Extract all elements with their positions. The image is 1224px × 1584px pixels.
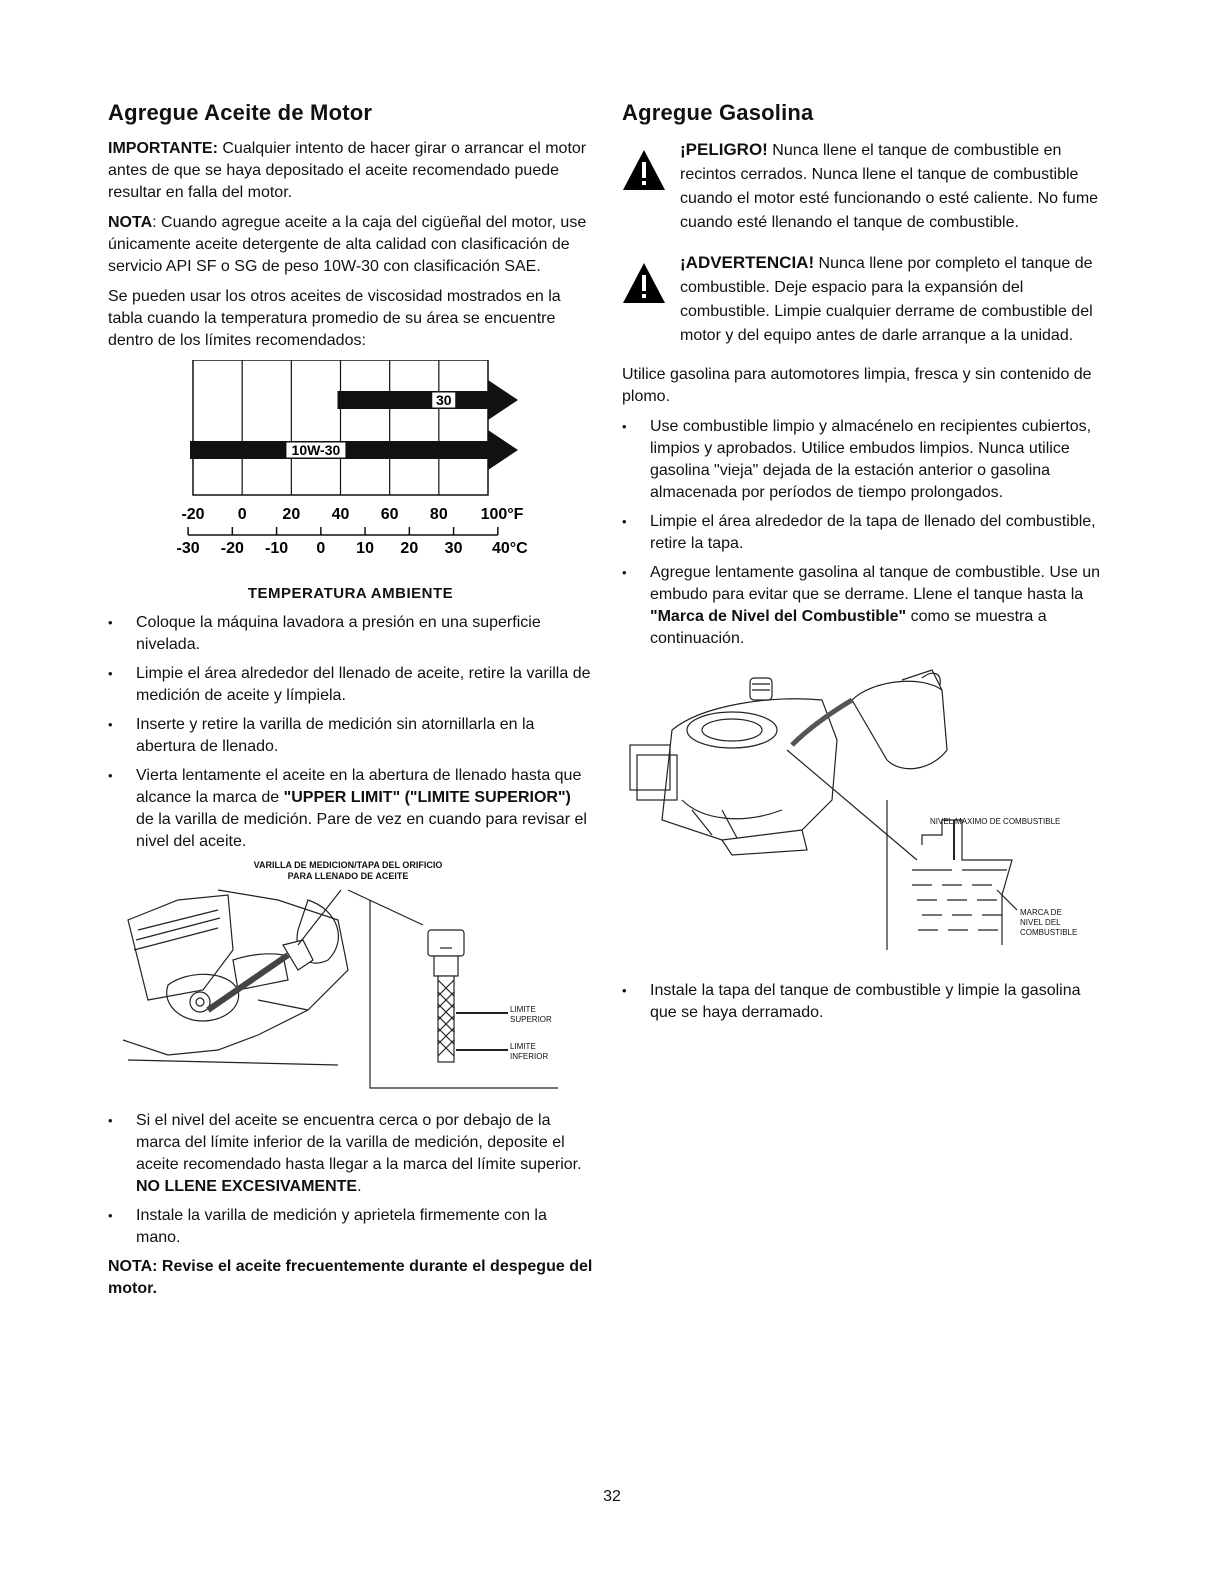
range-arrow [488, 380, 518, 420]
c-tick-label: 40°C [491, 540, 528, 557]
no-overfill-label: NO LLENE EXCESIVAMENTE [136, 1178, 358, 1195]
fuel-intro: Utilice gasolina para automotores limpia, fresca y sin contenido de plomo. [622, 366, 1092, 405]
range-arrow [488, 430, 518, 470]
oil-section-title: Agregue Aceite de Motor [108, 100, 373, 125]
oil-bullets-2 [108, 1110, 593, 1249]
fuel-figure [622, 660, 1107, 970]
nota-paragraph [108, 212, 593, 278]
c-tick-label: 0 [316, 540, 326, 557]
f-tick-label: 20 [282, 506, 301, 523]
chart-caption: TEMPERATURA AMBIENTE [247, 585, 454, 602]
danger-heading: ¡PELIGRO! [680, 140, 768, 159]
f-tick-label: 100°F [480, 506, 524, 523]
nota-text: : Cuando agregue aceite a la caja del cigüeñal del motor, use únicamente aceite detergente de alta calidad con clasificación de servicio API SF o SG de peso 10W-30 con clasificación SAE. [108, 214, 587, 275]
danger-text: Nunca llene el tanque de combustible en recintos cerrados. Nunca llene el tanque de combustible cuando el motor esté funcionando o esté caliente. No fume cuando esté llenando el tanque de combustible. [680, 142, 1099, 231]
left-column [108, 100, 593, 1308]
important-text: Cualquier intento de hacer girar o arrancar el motor antes de que se haya depositado el aceite recomendado puede resultar en falla del motor. [108, 140, 587, 201]
list-item: • Inserte y retire la varilla de medición sin atornillarla en la abertura de llenado. [108, 714, 593, 758]
dipstick-figure [108, 860, 593, 1100]
range-bar [338, 391, 489, 409]
list-item: • Limpie el área alrededor del llenado de aceite, retire la varilla de medición de aceite y límpiela. [108, 663, 593, 707]
oil-bullets [108, 612, 593, 853]
fuel-bullets [622, 416, 1107, 650]
list-item: • Coloque la máquina lavadora a presión en una superficie nivelada. [108, 612, 593, 656]
dipstick-caption-line1: VARILLA DE MEDICION/TAPA DEL ORIFICIO [253, 860, 443, 870]
bullet-text: Si el nivel del aceite se encuentra cerca o por debajo de la marca del límite inferior de la varilla de medición, deposite el aceite recomendado hasta llegar a la marca del límite superior. [136, 1112, 582, 1173]
warning-block [622, 251, 1107, 348]
warning-heading: ¡ADVERTENCIA! [680, 253, 815, 272]
c-tick-label: 20 [400, 540, 419, 557]
fuel-mark-label: "Marca de Nivel del Combustible" [650, 608, 907, 625]
dipstick-caption-line2: PARA LLENADO DE ACEITE [287, 871, 409, 881]
bullet-text: Vierta lentamente el aceite en la abertura de llenado hasta que alcance la marca de [136, 767, 582, 806]
list-item: • Limpie el área alrededor de la tapa de llenado del combustible, retire la tapa. [622, 511, 1107, 555]
upper-limit-label: LIMITE SUPERIOR [510, 1005, 552, 1024]
c-tick-label: 10 [356, 540, 374, 557]
list-item [108, 765, 593, 853]
warning-triangle-icon [622, 148, 666, 192]
bar-label: 30 [435, 392, 452, 408]
bullet-text: como se muestra a continuación. [650, 608, 1047, 647]
page-number: 32 [603, 1488, 621, 1505]
dipstick-illustration [108, 860, 593, 1100]
fuel-section-title: Agregue Gasolina [622, 100, 814, 125]
f-tick-label: 60 [380, 506, 399, 523]
lower-limit-label: LIMITE INFERIOR [510, 1042, 549, 1061]
viscosity-chart-svg [108, 360, 593, 575]
nota-label: NOTA [108, 214, 153, 231]
list-item [622, 562, 1107, 650]
list-item: • Instale la varilla de medición y aprietela firmemente con la mano. [108, 1205, 593, 1249]
f-tick-label: -20 [181, 506, 205, 523]
right-column [622, 100, 1107, 1031]
c-tick-label: -20 [220, 540, 244, 557]
c-tick-label: -10 [265, 540, 289, 557]
f-tick-label: 80 [429, 506, 448, 523]
danger-block [622, 138, 1107, 235]
upper-limit-label: "UPPER LIMIT" ("LIMITE SUPERIOR") [283, 789, 571, 806]
list-item: • Instale la tapa del tanque de combustible y limpie la gasolina que se haya derramado. [622, 980, 1107, 1024]
important-label: IMPORTANTE: [108, 140, 218, 157]
viscosity-paragraph: Se pueden usar los otros aceites de viscosidad mostrados en la tabla cuando la temperatura promedio de su área se encuentre dentro de los límites recomendados: [108, 288, 561, 349]
c-tick-label: 30 [444, 540, 463, 557]
c-tick-label: -30 [176, 540, 200, 557]
warning-triangle-icon [622, 261, 666, 305]
fuel-mark-label: MARCA DE NIVEL DEL COMBUSTIBLE [1020, 908, 1078, 937]
important-paragraph [108, 138, 593, 204]
warning-text: Nunca llene por completo el tanque de combustible. Deje espacio para la expansión del combustible. Limpie cualquier derrame de combustible del motor y del equipo antes de darle arranque a la unidad. [680, 255, 1093, 344]
list-item [108, 1110, 593, 1198]
bullet-text: de la varilla de medición. Pare de vez en cuando para revisar el nivel del aceite. [136, 811, 587, 850]
f-tick-label: 0 [237, 506, 247, 523]
bullet-text: . [357, 1178, 362, 1195]
viscosity-chart [108, 360, 593, 575]
list-item: • Use combustible limpio y almacénelo en recipientes cubiertos, limpios y aprobados. Utilice embudos limpios. Nunca utilice gasolina "vieja" dejada de la estación anterior o gasolina almacenada por períodos de tiempo prolongados. [622, 416, 1107, 504]
bar-label: 10W-30 [291, 442, 341, 458]
bullet-text: Agregue lentamente gasolina al tanque de combustible. Use un embudo para evitar que se derrame. Llene el tanque hasta la [650, 564, 1101, 603]
fuel-bullets-2 [622, 980, 1107, 1024]
final-note: NOTA: Revise el aceite frecuentemente durante el despegue del motor. [108, 1258, 593, 1297]
f-tick-label: 40 [331, 506, 350, 523]
max-fuel-label: NIVEL MAXIMO DE COMBUSTIBLE [930, 817, 1061, 826]
